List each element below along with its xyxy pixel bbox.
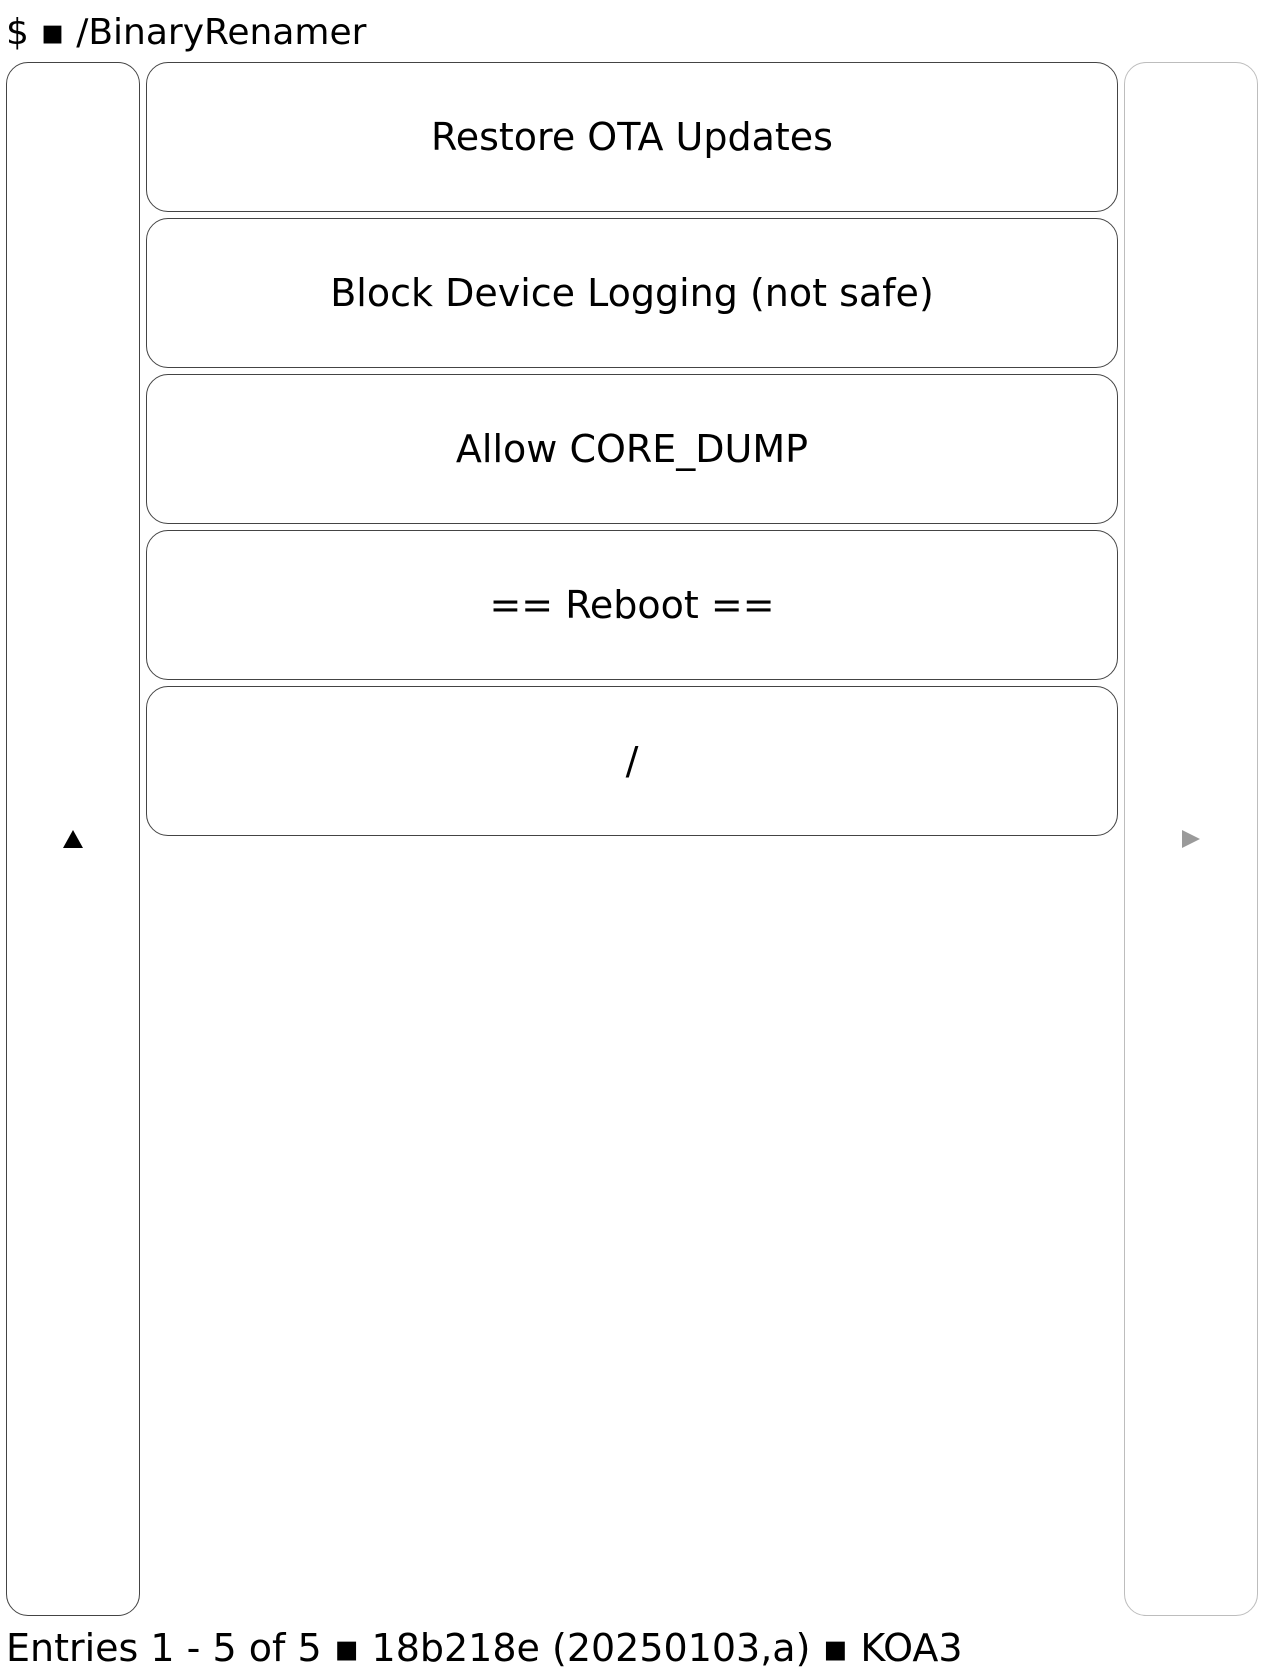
menu-list bbox=[146, 62, 1118, 842]
menu-item-reboot[interactable]: == Reboot == bbox=[146, 530, 1118, 680]
menu-item-allow-core-dump[interactable]: Allow CORE_DUMP bbox=[146, 374, 1118, 524]
triangle-up-icon bbox=[63, 830, 83, 848]
menu-item-block-device-logging[interactable]: Block Device Logging (not safe) bbox=[146, 218, 1118, 368]
next-page-button[interactable] bbox=[1124, 62, 1258, 1616]
menu-item-root-path[interactable]: / bbox=[146, 686, 1118, 836]
page-title: $ ▪ /BinaryRenamer bbox=[6, 12, 367, 53]
triangle-right-icon bbox=[1182, 830, 1200, 848]
previous-page-button[interactable] bbox=[6, 62, 140, 1616]
menu-item-restore-ota-updates[interactable]: Restore OTA Updates bbox=[146, 62, 1118, 212]
status-bar: Entries 1 - 5 of 5 ▪ 18b218e (20250103,a) ▪ KOA3 bbox=[6, 1626, 963, 1670]
